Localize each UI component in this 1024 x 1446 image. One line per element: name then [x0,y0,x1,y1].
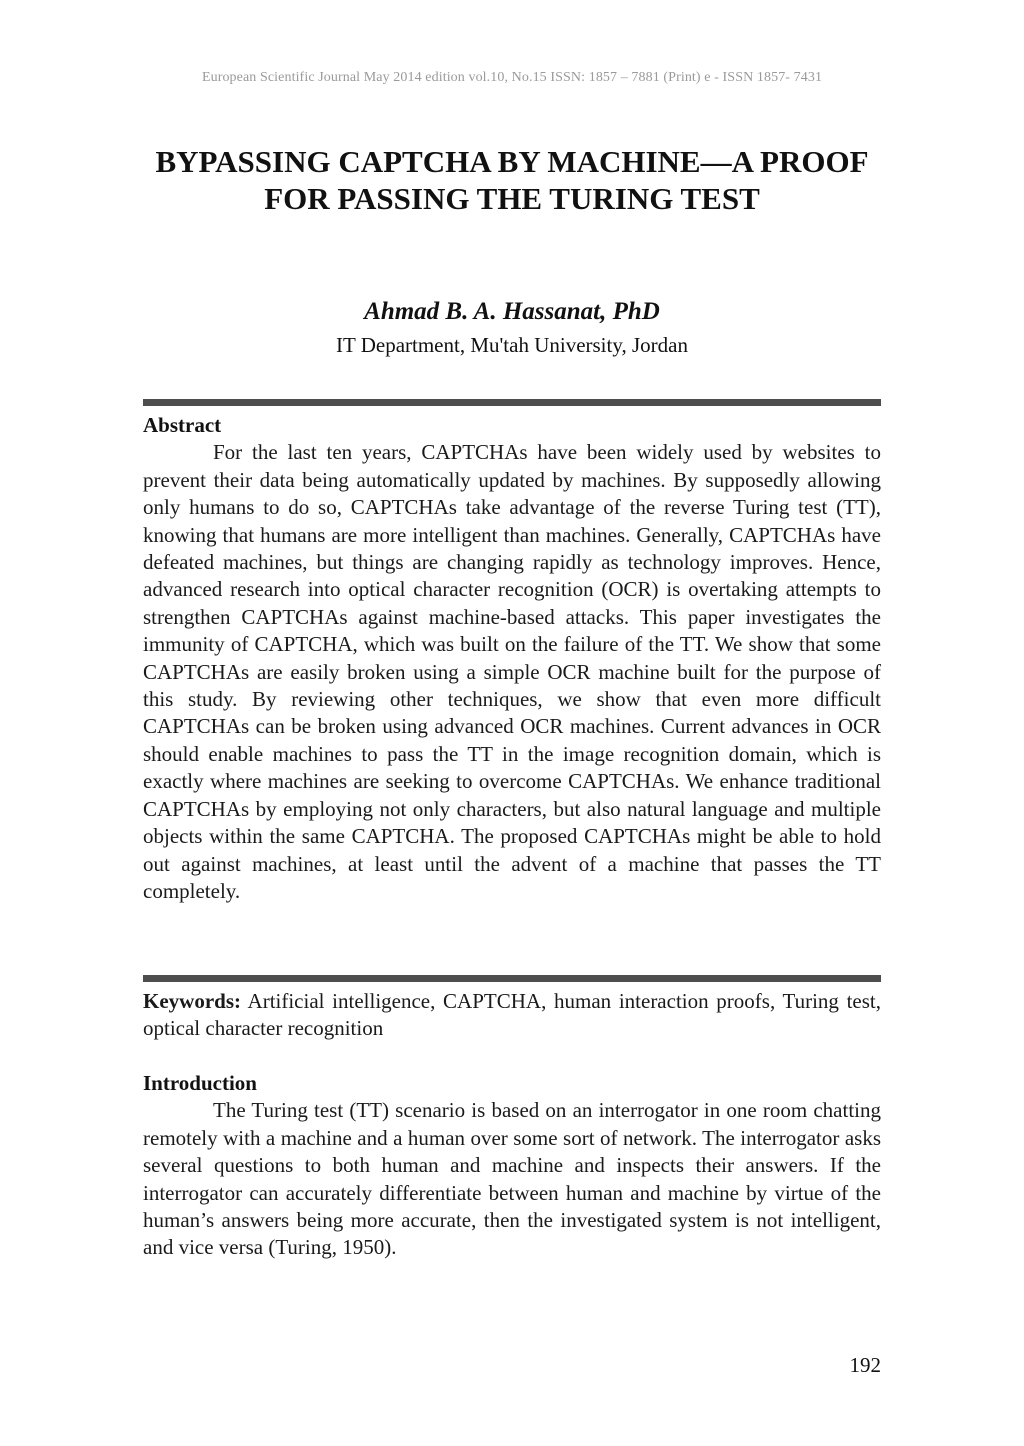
introduction-section [143,1070,881,1262]
running-head: European Scientific Journal May 2014 edition vol.10, No.15 ISSN: 1857 – 7881 (Print) e - ISSN 1857- 7431 [201,70,823,85]
paper-title: BYPASSING CAPTCHA BY MACHINE—A PROOF FOR PASSING THE TURING TEST [155,144,869,216]
keywords-text: Artificial intelligence, CAPTCHA, human interaction proofs, Turing test, optical character recognition [143,989,882,1041]
abstract-text: For the last ten years, CAPTCHAs have been widely used by websites to prevent their data being automatically updated by machines. By supposedly allowing only humans to do so, CAPTCHAs take advantage of the reverse Turing test (TT), knowing that humans are more intelligent than machines. Generally, CAPTCHAs have defeated machines, but things are changing rapidly as technology improves. Hence, advanced research into optical character recognition (OCR) is overtaking attempts to strengthen CAPTCHAs against machine-based attacks. This paper investigates the immunity of CAPTCHA, which was built on the failure of the TT. We show that some CAPTCHAs are easily broken using a simple OCR machine built for the purpose of this study. By reviewing other techniques, we show that even more difficult CAPTCHAs can be broken using advanced OCR machines. Current advances in OCR should enable machines to pass the TT in the image recognition domain, which is exactly where machines are seeking to overcome CAPTCHAs. We enhance traditional CAPTCHAs by employing not only characters, but also natural language and multiple objects within the same CAPTCHA. The proposed CAPTCHAs might be able to hold out against machines, at least until the advent of a machine that passes the TT completely. [143,440,881,903]
abstract-section [143,412,881,905]
keywords-section [143,988,881,1043]
page-number: 192 [849,1353,881,1377]
introduction-text: The Turing test (TT) scenario is based on an interrogator in one room chatting remotely with a machine and a human over some sort of network. The interrogator asks several questions to both human and machine and inspects their answers. If the interrogator can accurately differentiate between human and machine by virtue of the human’s answers being more accurate, then the investigated system is not intelligent, and vice versa (Turing, 1950). [143,1098,881,1260]
author-name: Ahmad B. A. Hassanat, PhD [364,298,660,325]
author-affiliation: IT Department, Mu'tah University, Jordan [336,333,688,357]
keywords-label: Keywords: [143,989,241,1013]
abstract-top-rule [143,399,881,406]
abstract-heading: Abstract [143,413,222,437]
introduction-heading: Introduction [143,1071,257,1095]
abstract-bottom-rule [143,975,881,982]
